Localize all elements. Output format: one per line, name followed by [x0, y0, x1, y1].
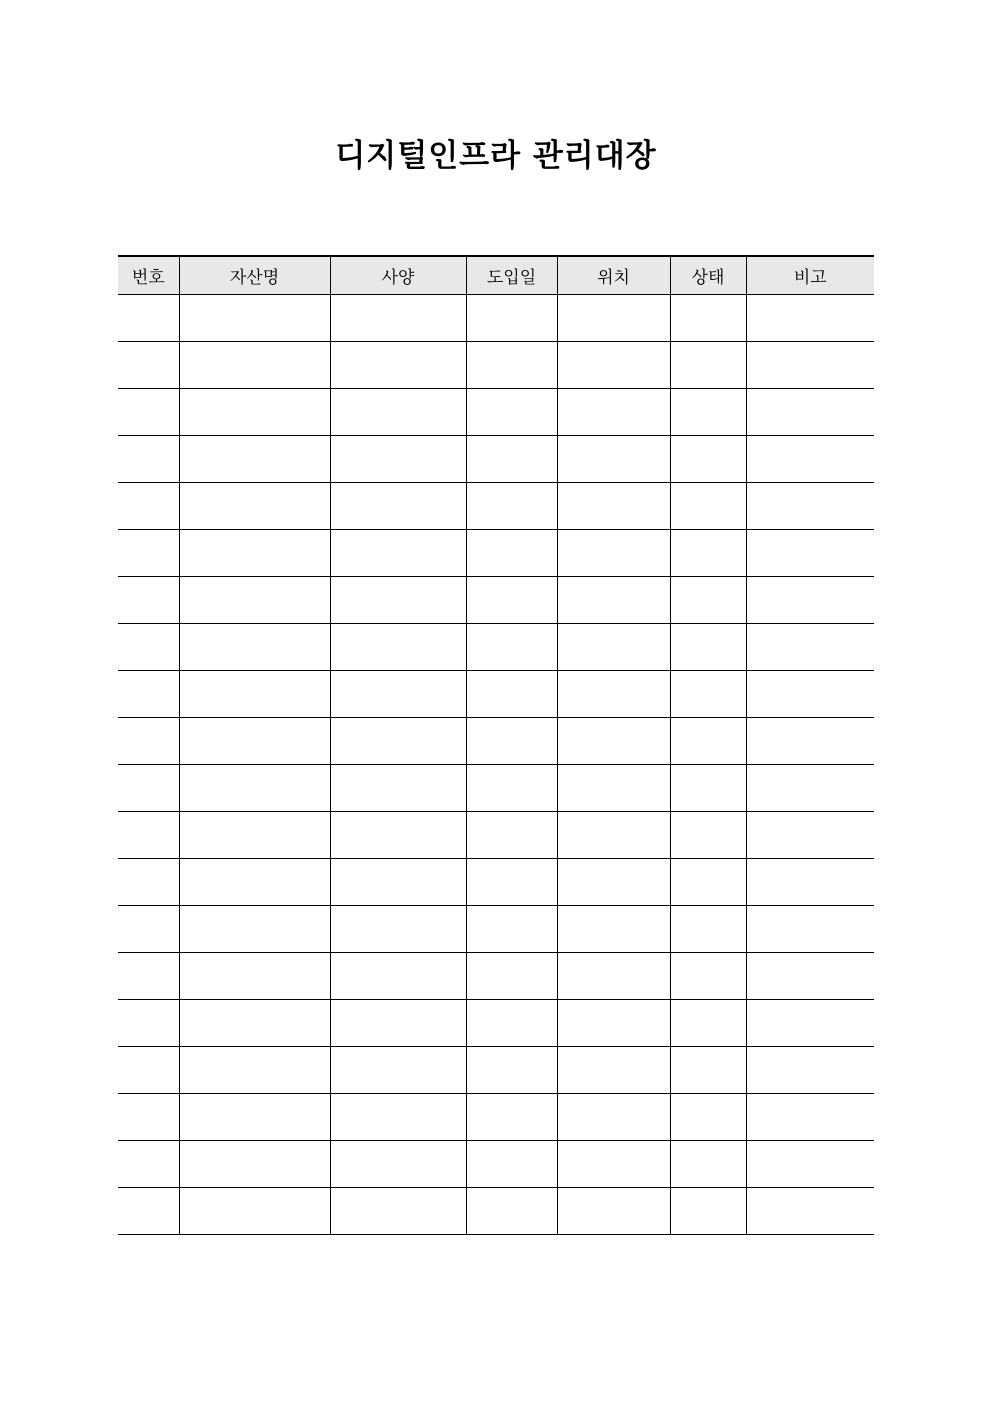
cell-introduction-date[interactable] — [466, 765, 557, 812]
cell-asset-name[interactable] — [179, 624, 330, 671]
cell-specification[interactable] — [330, 342, 466, 389]
cell-status[interactable] — [670, 577, 746, 624]
cell-remarks[interactable] — [746, 1141, 874, 1188]
cell-introduction-date[interactable] — [466, 671, 557, 718]
cell-status[interactable] — [670, 530, 746, 577]
cell-specification[interactable] — [330, 906, 466, 953]
cell-status[interactable] — [670, 624, 746, 671]
cell-introduction-date[interactable] — [466, 1047, 557, 1094]
cell-status[interactable] — [670, 671, 746, 718]
cell-remarks[interactable] — [746, 671, 874, 718]
cell-asset-name[interactable] — [179, 906, 330, 953]
cell-remarks[interactable] — [746, 295, 874, 342]
cell-introduction-date[interactable] — [466, 389, 557, 436]
cell-number[interactable] — [118, 483, 179, 530]
cell-introduction-date[interactable] — [466, 859, 557, 906]
cell-remarks[interactable] — [746, 389, 874, 436]
table-row — [118, 953, 874, 1000]
cell-location[interactable] — [557, 295, 670, 342]
cell-introduction-date[interactable] — [466, 436, 557, 483]
cell-remarks[interactable] — [746, 953, 874, 1000]
cell-location[interactable] — [557, 483, 670, 530]
cell-number[interactable] — [118, 765, 179, 812]
cell-specification[interactable] — [330, 1141, 466, 1188]
cell-location[interactable] — [557, 577, 670, 624]
cell-status[interactable] — [670, 1000, 746, 1047]
cell-specification[interactable] — [330, 953, 466, 1000]
cell-remarks[interactable] — [746, 483, 874, 530]
cell-asset-name[interactable] — [179, 483, 330, 530]
cell-status[interactable] — [670, 1047, 746, 1094]
cell-introduction-date[interactable] — [466, 483, 557, 530]
table-row — [118, 1188, 874, 1235]
cell-asset-name[interactable] — [179, 1000, 330, 1047]
cell-introduction-date[interactable] — [466, 1141, 557, 1188]
cell-specification[interactable] — [330, 1047, 466, 1094]
cell-introduction-date[interactable] — [466, 718, 557, 765]
cell-specification[interactable] — [330, 671, 466, 718]
cell-location[interactable] — [557, 436, 670, 483]
table-row — [118, 389, 874, 436]
table-row — [118, 295, 874, 342]
table-row — [118, 342, 874, 389]
cell-introduction-date[interactable] — [466, 1188, 557, 1235]
cell-asset-name[interactable] — [179, 1094, 330, 1141]
cell-location[interactable] — [557, 1047, 670, 1094]
table-row — [118, 436, 874, 483]
column-header-status: 상태 — [670, 256, 746, 295]
cell-number[interactable] — [118, 812, 179, 859]
cell-remarks[interactable] — [746, 812, 874, 859]
cell-location[interactable] — [557, 671, 670, 718]
cell-specification[interactable] — [330, 812, 466, 859]
cell-remarks[interactable] — [746, 859, 874, 906]
cell-status[interactable] — [670, 1188, 746, 1235]
page-title: 디지털인프라 관리대장 — [335, 138, 657, 174]
cell-asset-name[interactable] — [179, 812, 330, 859]
cell-introduction-date[interactable] — [466, 1000, 557, 1047]
cell-asset-name[interactable] — [179, 389, 330, 436]
column-header-remarks: 비고 — [746, 256, 874, 295]
table-row — [118, 624, 874, 671]
cell-asset-name[interactable] — [179, 1188, 330, 1235]
cell-specification[interactable] — [330, 295, 466, 342]
cell-status[interactable] — [670, 342, 746, 389]
cell-specification[interactable] — [330, 718, 466, 765]
cell-specification[interactable] — [330, 389, 466, 436]
column-header-introduction-date: 도입일 — [466, 256, 557, 295]
table-row — [118, 812, 874, 859]
cell-introduction-date[interactable] — [466, 953, 557, 1000]
cell-remarks[interactable] — [746, 718, 874, 765]
cell-specification[interactable] — [330, 483, 466, 530]
cell-status[interactable] — [670, 483, 746, 530]
cell-location[interactable] — [557, 812, 670, 859]
cell-remarks[interactable] — [746, 624, 874, 671]
cell-asset-name[interactable] — [179, 859, 330, 906]
cell-asset-name[interactable] — [179, 671, 330, 718]
cell-number[interactable] — [118, 342, 179, 389]
cell-location[interactable] — [557, 859, 670, 906]
cell-number[interactable] — [118, 1188, 179, 1235]
cell-number[interactable] — [118, 859, 179, 906]
cell-introduction-date[interactable] — [466, 624, 557, 671]
table-row — [118, 1094, 874, 1141]
cell-status[interactable] — [670, 295, 746, 342]
cell-location[interactable] — [557, 906, 670, 953]
cell-asset-name[interactable] — [179, 765, 330, 812]
cell-introduction-date[interactable] — [466, 812, 557, 859]
cell-remarks[interactable] — [746, 1047, 874, 1094]
table-row — [118, 1141, 874, 1188]
cell-specification[interactable] — [330, 859, 466, 906]
cell-asset-name[interactable] — [179, 530, 330, 577]
table-row — [118, 859, 874, 906]
cell-specification[interactable] — [330, 530, 466, 577]
cell-number[interactable] — [118, 1047, 179, 1094]
cell-location[interactable] — [557, 342, 670, 389]
cell-number[interactable] — [118, 1000, 179, 1047]
cell-location[interactable] — [557, 765, 670, 812]
cell-location[interactable] — [557, 718, 670, 765]
cell-status[interactable] — [670, 953, 746, 1000]
cell-status[interactable] — [670, 765, 746, 812]
cell-location[interactable] — [557, 953, 670, 1000]
cell-asset-name[interactable] — [179, 436, 330, 483]
cell-remarks[interactable] — [746, 1094, 874, 1141]
cell-specification[interactable] — [330, 1000, 466, 1047]
cell-status[interactable] — [670, 1094, 746, 1141]
cell-asset-name[interactable] — [179, 342, 330, 389]
table-row — [118, 718, 874, 765]
cell-number[interactable] — [118, 906, 179, 953]
table-row — [118, 671, 874, 718]
cell-specification[interactable] — [330, 577, 466, 624]
table-row — [118, 1000, 874, 1047]
asset-ledger-table — [118, 255, 874, 1235]
table-row — [118, 906, 874, 953]
table-row — [118, 530, 874, 577]
cell-number[interactable] — [118, 671, 179, 718]
cell-location[interactable] — [557, 1141, 670, 1188]
cell-remarks[interactable] — [746, 906, 874, 953]
cell-introduction-date[interactable] — [466, 295, 557, 342]
cell-remarks[interactable] — [746, 342, 874, 389]
table-body — [118, 295, 874, 1235]
column-header-location: 위치 — [557, 256, 670, 295]
cell-asset-name[interactable] — [179, 1141, 330, 1188]
cell-location[interactable] — [557, 624, 670, 671]
table-row — [118, 483, 874, 530]
table-header-row — [118, 256, 874, 295]
cell-number[interactable] — [118, 295, 179, 342]
cell-status[interactable] — [670, 718, 746, 765]
cell-specification[interactable] — [330, 1094, 466, 1141]
cell-specification[interactable] — [330, 765, 466, 812]
cell-number[interactable] — [118, 624, 179, 671]
cell-asset-name[interactable] — [179, 718, 330, 765]
cell-specification[interactable] — [330, 1188, 466, 1235]
cell-status[interactable] — [670, 436, 746, 483]
cell-introduction-date[interactable] — [466, 906, 557, 953]
cell-introduction-date[interactable] — [466, 1094, 557, 1141]
cell-number[interactable] — [118, 577, 179, 624]
cell-status[interactable] — [670, 812, 746, 859]
cell-asset-name[interactable] — [179, 295, 330, 342]
cell-introduction-date[interactable] — [466, 530, 557, 577]
column-header-number: 번호 — [118, 256, 179, 295]
cell-asset-name[interactable] — [179, 577, 330, 624]
cell-status[interactable] — [670, 1141, 746, 1188]
cell-status[interactable] — [670, 859, 746, 906]
cell-number[interactable] — [118, 389, 179, 436]
cell-remarks[interactable] — [746, 1000, 874, 1047]
cell-location[interactable] — [557, 1094, 670, 1141]
cell-introduction-date[interactable] — [466, 577, 557, 624]
cell-number[interactable] — [118, 1094, 179, 1141]
cell-remarks[interactable] — [746, 436, 874, 483]
cell-location[interactable] — [557, 1188, 670, 1235]
table-row — [118, 765, 874, 812]
column-header-asset-name: 자산명 — [179, 256, 330, 295]
cell-status[interactable] — [670, 906, 746, 953]
cell-number[interactable] — [118, 718, 179, 765]
column-header-specification: 사양 — [330, 256, 466, 295]
cell-asset-name[interactable] — [179, 1047, 330, 1094]
cell-number[interactable] — [118, 530, 179, 577]
cell-specification[interactable] — [330, 624, 466, 671]
cell-asset-name[interactable] — [179, 953, 330, 1000]
table-row — [118, 1047, 874, 1094]
cell-remarks[interactable] — [746, 765, 874, 812]
cell-status[interactable] — [670, 389, 746, 436]
cell-location[interactable] — [557, 530, 670, 577]
cell-remarks[interactable] — [746, 577, 874, 624]
cell-remarks[interactable] — [746, 1188, 874, 1235]
cell-location[interactable] — [557, 389, 670, 436]
cell-specification[interactable] — [330, 436, 466, 483]
table-row — [118, 577, 874, 624]
cell-number[interactable] — [118, 1141, 179, 1188]
cell-number[interactable] — [118, 436, 179, 483]
cell-location[interactable] — [557, 1000, 670, 1047]
cell-introduction-date[interactable] — [466, 342, 557, 389]
cell-number[interactable] — [118, 953, 179, 1000]
cell-remarks[interactable] — [746, 530, 874, 577]
